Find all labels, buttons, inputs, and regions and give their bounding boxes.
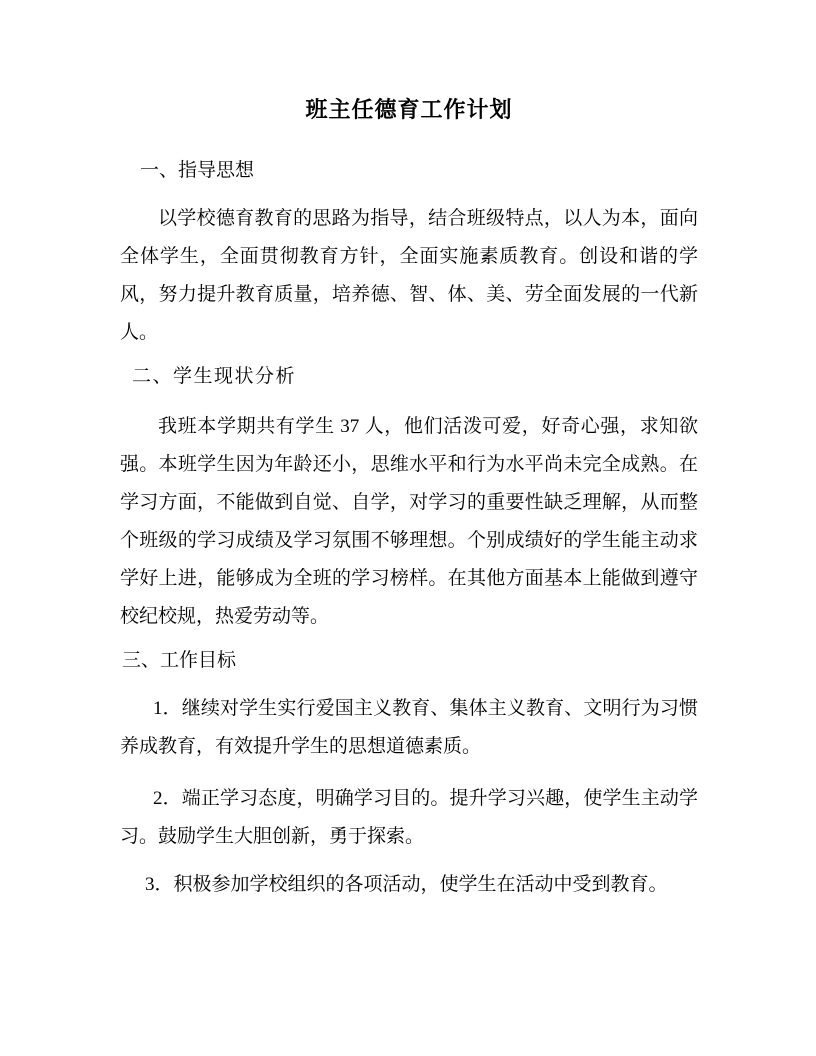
section-heading-student-status-analysis: 二、学生现状分析	[132, 366, 297, 387]
work-goal-item-3: 3．积极参加学校组织的各项活动，使学生在活动中受到教育。	[145, 874, 668, 895]
paragraph-guiding-ideology: 以学校德育教育的思路为指导，结合班级特点，以人为本，面向全体学生，全面贯彻教育方针，全面实施素质教育。创设和谐的学风，努力提升教育质量，培养德、智、体、美、劳全面发展的一代新人。	[120, 208, 698, 343]
section-heading-work-goals: 三、工作目标	[122, 650, 237, 671]
section-heading-guiding-ideology: 一、指导思想	[140, 160, 255, 181]
document-title: 班主任德育工作计划	[305, 97, 513, 122]
paragraph-student-status-analysis: 我班本学期共有学生 37 人，他们活泼可爱，好奇心强，求知欲强。本班学生因为年龄还小，思维水平和行为水平尚未完全成熟。在学习方面，不能做到自觉、自学，对学习的重要性缺乏理解，从而整个班级的学习成绩及学习氛围不够理想。个别成绩好的学生能主动求学好上进，能够成为全班的学习榜样。在其他方面基本上能做到遵守校纪校规，热爱劳动等。	[120, 416, 698, 627]
work-goal-item-1: 1．继续对学生实行爱国主义教育、集体主义教育、文明行为习惯养成教育，有效提升学生的思想道德素质。	[120, 698, 698, 757]
work-goal-item-2: 2．端正学习态度，明确学习目的。提升学习兴趣，使学生主动学习。鼓励学生大胆创新，勇于探索。	[120, 788, 698, 847]
